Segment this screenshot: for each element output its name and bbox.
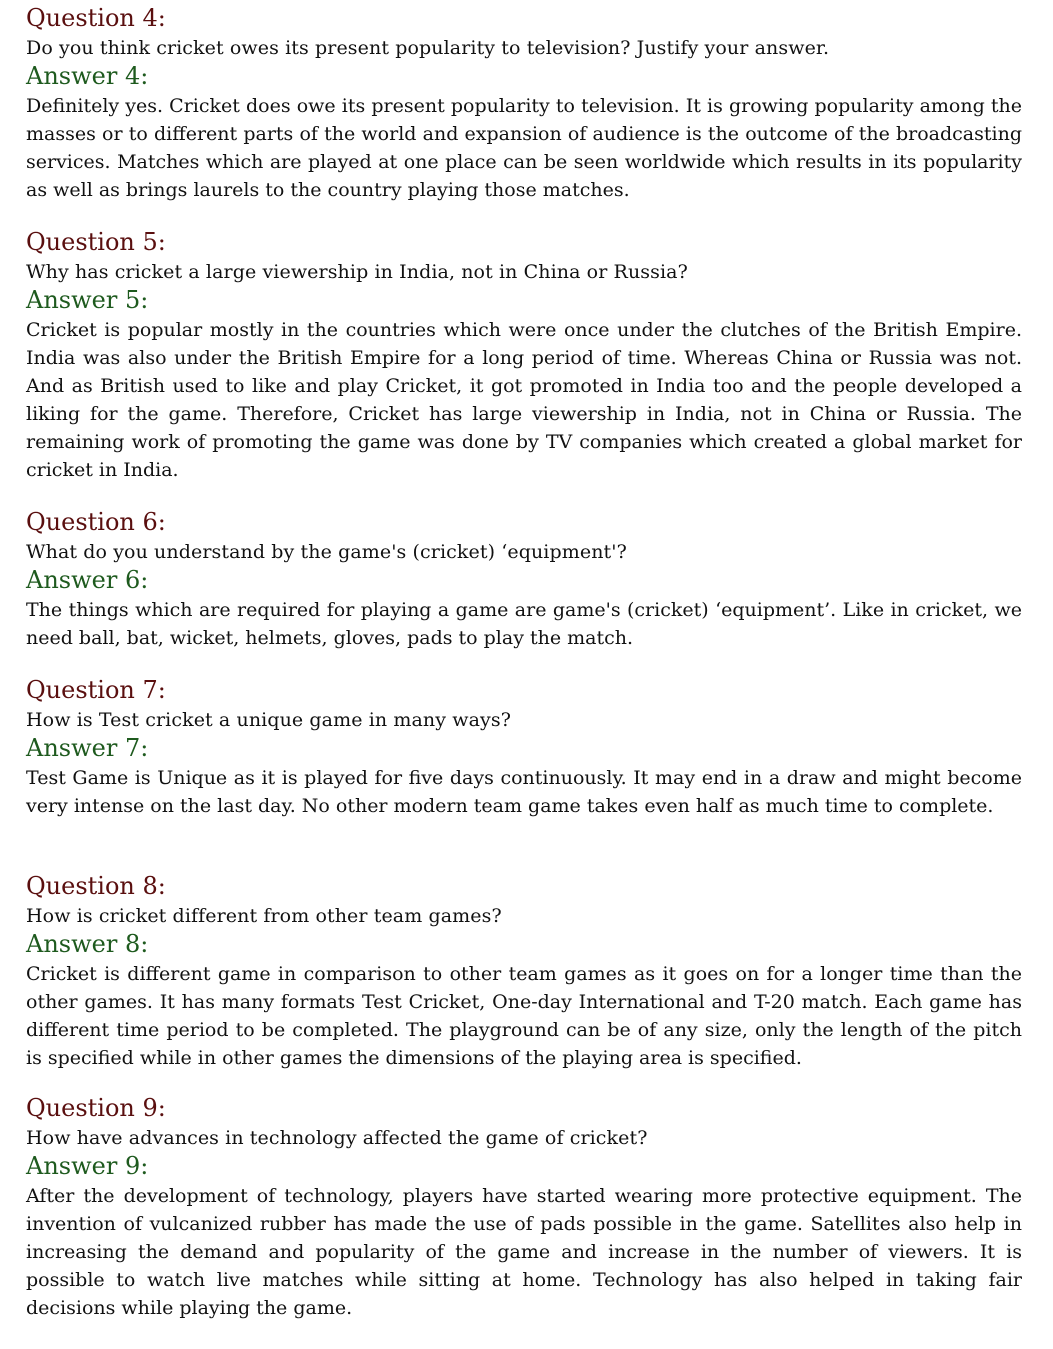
question-text: How have advances in technology affected the game of cricket? xyxy=(26,1127,648,1149)
qa-section-9 xyxy=(26,1094,1022,1322)
answer-text: Test Game is Unique as it is played for five days continuously. It may end in a draw and might become very intense on the last day. No other modern team game takes even half as much time to complete. xyxy=(26,767,1022,817)
question-heading: Question 7: xyxy=(26,676,166,704)
question-heading: Question 4: xyxy=(26,4,166,32)
answer-heading: Answer 7: xyxy=(26,734,149,762)
qa-section-4 xyxy=(26,4,1022,204)
answer-heading: Answer 9: xyxy=(26,1152,149,1180)
question-text: Why has cricket a large viewership in India, not in China or Russia? xyxy=(26,261,688,283)
answer-text: The things which are required for playing a game are game's (cricket) ‘equipment’. Like in cricket, we need ball, bat, wicket, helmets, gloves, pads to play the match. xyxy=(26,599,1022,649)
answer-text: After the development of technology, players have started wearing more protective equipment. The invention of vulcanized rubber has made the use of pads possible in the game. Satellites also help in increasing the demand and popularity of the game and increase in the number of viewers. It is possible to watch live matches while sitting at home. Technology has also helped in taking fair decisions while playing the game. xyxy=(26,1185,1022,1319)
qa-section-7 xyxy=(26,676,1022,820)
question-text: Do you think cricket owes its present popularity to television? Justify your answer. xyxy=(26,37,830,59)
question-text: How is Test cricket a unique game in many ways? xyxy=(26,709,511,731)
answer-heading: Answer 6: xyxy=(26,566,149,594)
qa-section-5 xyxy=(26,228,1022,484)
qa-section-6 xyxy=(26,508,1022,652)
question-heading: Question 6: xyxy=(26,508,166,536)
answer-text: Cricket is different game in comparison to other team games as it goes on for a longer time than the other games. It has many formats Test Cricket, One-day International and T-20 match. Each game has different time period to be completed. The playground can be of any size, only the length of the pitch is specified while in other games the dimensions of the playing area is specified. xyxy=(26,963,1022,1069)
question-heading: Question 8: xyxy=(26,872,166,900)
question-text: What do you understand by the game's (cricket) ‘equipment'? xyxy=(26,541,627,563)
question-heading: Question 5: xyxy=(26,228,166,256)
question-text: How is cricket different from other team games? xyxy=(26,905,502,927)
answer-heading: Answer 5: xyxy=(26,286,149,314)
answer-heading: Answer 8: xyxy=(26,930,149,958)
answer-heading: Answer 4: xyxy=(26,62,149,90)
question-heading: Question 9: xyxy=(26,1094,166,1122)
answer-text: Definitely yes. Cricket does owe its present popularity to television. It is growing popularity among the masses or to different parts of the world and expansion of audience is the outcome of the broadcasting services. Matches which are played at one place can be seen worldwide which results in its popularity as well as brings laurels to the country playing those matches. xyxy=(26,95,1022,201)
qa-section-8 xyxy=(26,872,1022,1072)
answer-text: Cricket is popular mostly in the countries which were once under the clutches of the British Empire. India was also under the British Empire for a long period of time. Whereas China or Russia was not. And as British used to like and play Cricket, it got promoted in India too and the people developed a liking for the game. Therefore, Cricket has large viewership in India, not in China or Russia. The remaining work of promoting the game was done by TV companies which created a global market for cricket in India. xyxy=(26,319,1022,481)
